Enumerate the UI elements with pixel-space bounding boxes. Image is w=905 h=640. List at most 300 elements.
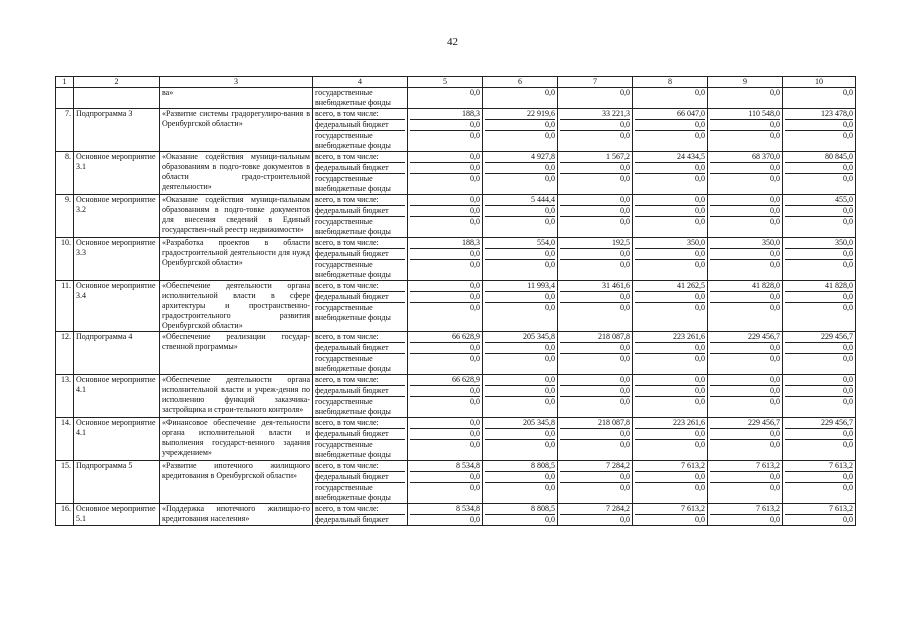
value-cell: 0,0 [410,472,480,483]
value-cell: 0,0 [785,120,853,131]
value-cell: 229 456,7 [785,332,853,343]
value-cell: 0,0 [410,418,480,429]
value-cell: 0,0 [710,292,780,303]
value-column [483,88,558,109]
value-cell: 0,0 [620,354,630,363]
funding-sources [313,109,408,152]
value-cell: 0,0 [620,131,630,140]
value-cell: 0,0 [410,281,480,292]
funding-source: федеральный бюджет [315,120,405,131]
value-cell: 0,0 [620,88,630,97]
value-cell: 0,0 [770,303,780,312]
funding-source: государственные внебюджетные фонды [315,88,391,107]
program-description: «Поддержка ипотечного жилищно-го кредитования населения» [160,504,313,526]
value-cell: 0,0 [560,195,630,206]
value-column [408,375,483,418]
value-cell: 0,0 [770,174,780,183]
value-cell: 0,0 [485,163,555,174]
page-number: 42 [447,36,458,48]
row-number: 9. [56,195,74,238]
value-column [783,109,856,152]
value-cell: 0,0 [785,472,853,483]
funding-source: всего, в том числе: [315,504,405,515]
value-cell: 24 434,5 [635,152,705,163]
value-cell: 0,0 [485,429,555,440]
value-cell: 0,0 [710,429,780,440]
value-cell: 0,0 [770,217,780,226]
value-column [558,375,633,418]
value-column [483,461,558,504]
value-cell: 0,0 [485,120,555,131]
value-cell: 0,0 [545,260,555,269]
value-cell: 0,0 [470,131,480,140]
value-cell: 0,0 [470,303,480,312]
value-cell: 0,0 [843,217,853,226]
value-cell: 0,0 [545,397,555,406]
value-cell: 0,0 [635,249,705,260]
value-cell: 0,0 [785,206,853,217]
funding-source: государственные внебюджетные фонды [315,131,391,150]
value-cell: 0,0 [470,88,480,97]
value-cell: 5 444,4 [485,195,555,206]
value-cell: 0,0 [770,354,780,363]
value-cell: 218 087,8 [560,418,630,429]
value-cell: 68 370,0 [710,152,780,163]
value-cell: 8 808,5 [485,461,555,472]
value-cell: 0,0 [695,303,705,312]
value-column [408,109,483,152]
header-cell: 5 [408,77,483,88]
header-cell: 8 [633,77,708,88]
value-cell: 0,0 [560,429,630,440]
program-name: Подпрограмма 4 [74,332,160,375]
value-column [783,418,856,461]
value-cell: 0,0 [620,515,630,524]
table-row [56,504,856,526]
value-column [633,375,708,418]
row-number [56,88,74,109]
value-cell: 0,0 [770,88,780,97]
value-cell: 0,0 [470,260,480,269]
value-cell: 0,0 [635,206,705,217]
funding-source: государственные внебюджетные фонды [315,354,391,373]
value-cell: 80 845,0 [785,152,853,163]
value-cell: 7 613,2 [785,504,853,515]
value-column [633,238,708,281]
funding-source: государственные внебюджетные фонды [315,174,391,193]
value-cell: 0,0 [470,440,480,449]
budget-table [55,76,856,526]
value-cell: 0,0 [843,440,853,449]
funding-source: всего, в том числе: [315,109,405,120]
value-cell: 0,0 [695,440,705,449]
funding-source: федеральный бюджет [315,386,405,397]
header-cell: 4 [313,77,408,88]
value-cell: 0,0 [545,88,555,97]
value-cell: 0,0 [545,217,555,226]
table-body [56,77,856,526]
funding-source: всего, в том числе: [315,195,405,206]
value-cell: 0,0 [560,386,630,397]
value-column [783,195,856,238]
value-cell: 0,0 [545,131,555,140]
value-cell: 41 828,0 [710,281,780,292]
value-cell: 0,0 [620,217,630,226]
value-cell: 0,0 [635,375,705,386]
value-cell: 0,0 [710,163,780,174]
table-row [56,152,856,195]
program-name: Подпрограмма 3 [74,109,160,152]
funding-source: всего, в том числе: [315,152,405,163]
value-cell: 0,0 [410,249,480,260]
value-cell: 0,0 [695,483,705,492]
value-cell: 41 828,0 [785,281,853,292]
funding-sources [313,88,408,109]
continuation-row [56,88,856,109]
value-cell: 1 567,2 [560,152,630,163]
value-cell: 0,0 [710,472,780,483]
program-description: «Оказание содействия муници-пальным образованиям в подго-товке документов для внесения сведений в Единый государствен-ный реестр недвижимости» [160,195,313,238]
program-description: «Обеспечение деятельности органа исполнительной власти и учреж-дения по исполнению функций заказчика-застройщика и строи-тельного контроля» [160,375,313,418]
program-description: ва» [160,88,313,109]
value-cell: 8 534,8 [410,504,480,515]
funding-source: государственные внебюджетные фонды [315,303,391,322]
value-column [708,375,783,418]
value-cell: 0,0 [485,472,555,483]
value-cell: 0,0 [620,260,630,269]
table-row [56,418,856,461]
program-description: «Финансовое обеспечение дея-тельности органа исполнительной власти и выполнения государст-венного задания учреждением» [160,418,313,461]
value-cell: 455,0 [785,195,853,206]
value-column [558,461,633,504]
table-row [56,375,856,418]
value-column [708,281,783,332]
value-cell: 0,0 [770,260,780,269]
value-cell: 0,0 [545,174,555,183]
value-cell: 0,0 [470,174,480,183]
program-description: «Оказание содействия муници-пальным образованиям в подго-товке документов в области градо-строительной деятельности» [160,152,313,195]
funding-source: федеральный бюджет [315,429,405,440]
value-column [783,281,856,332]
table-row [56,461,856,504]
value-cell: 0,0 [710,386,780,397]
program-name [74,88,160,109]
value-cell: 8 534,8 [410,461,480,472]
value-column [558,418,633,461]
value-column [558,152,633,195]
header-cell: 3 [160,77,313,88]
value-cell: 0,0 [770,397,780,406]
funding-source: всего, в том числе: [315,418,405,429]
value-cell: 0,0 [635,472,705,483]
value-column [408,152,483,195]
value-column [408,504,483,526]
value-column [558,109,633,152]
value-column [483,375,558,418]
value-column [783,375,856,418]
value-cell: 0,0 [843,397,853,406]
value-cell: 0,0 [485,292,555,303]
program-description: «Обеспечение реализации государ-ственной программы» [160,332,313,375]
program-name: Основное мероприятие 5.1 [74,504,160,526]
value-cell: 0,0 [620,397,630,406]
value-cell: 0,0 [695,131,705,140]
funding-source: всего, в том числе: [315,332,405,343]
funding-source: всего, в том числе: [315,281,405,292]
value-cell: 0,0 [560,472,630,483]
value-cell: 554,0 [485,238,555,249]
value-cell: 0,0 [410,195,480,206]
value-cell: 205 345,8 [485,332,555,343]
value-cell: 188,3 [410,238,480,249]
value-column [483,418,558,461]
funding-source: федеральный бюджет [315,343,405,354]
value-cell: 66 628,9 [410,375,480,386]
funding-sources [313,238,408,281]
table-row [56,238,856,281]
value-cell: 0,0 [770,515,780,524]
value-column [558,504,633,526]
value-column [708,504,783,526]
value-cell: 0,0 [410,429,480,440]
value-cell: 0,0 [785,292,853,303]
value-cell: 0,0 [770,440,780,449]
value-column [708,461,783,504]
funding-sources [313,375,408,418]
value-column [483,504,558,526]
program-name: Основное мероприятие 3.3 [74,238,160,281]
value-column [633,504,708,526]
value-cell: 4 927,8 [485,152,555,163]
value-cell: 0,0 [710,249,780,260]
value-cell: 188,3 [410,109,480,120]
table-row [56,281,856,332]
value-cell: 0,0 [560,292,630,303]
row-number: 12. [56,332,74,375]
value-cell: 192,5 [560,238,630,249]
header-cell: 2 [74,77,160,88]
funding-source: государственные внебюджетные фонды [315,397,391,416]
program-description: «Обеспечение деятельности органа исполнительной власти в сфере архитектуры и пространственно-градостроительного развития Оренбургской области» [160,281,313,332]
value-cell: 0,0 [620,440,630,449]
value-column [633,461,708,504]
program-name: Основное мероприятие 4.1 [74,418,160,461]
value-cell: 0,0 [695,515,705,524]
value-column [708,238,783,281]
value-cell: 0,0 [635,163,705,174]
value-cell: 0,0 [770,131,780,140]
value-cell: 0,0 [635,120,705,131]
value-column [783,461,856,504]
value-cell: 66 628,9 [410,332,480,343]
value-column [708,152,783,195]
value-cell: 0,0 [785,343,853,354]
table-row [56,109,856,152]
value-cell: 0,0 [843,131,853,140]
value-column [408,195,483,238]
value-cell: 229 456,7 [710,332,780,343]
value-column [483,332,558,375]
value-cell: 350,0 [785,238,853,249]
value-cell: 0,0 [635,292,705,303]
value-cell: 0,0 [843,515,853,524]
table-row [56,195,856,238]
value-cell: 11 993,4 [485,281,555,292]
value-column [783,332,856,375]
value-column [558,332,633,375]
value-cell: 0,0 [843,354,853,363]
value-column [483,281,558,332]
value-cell: 0,0 [695,217,705,226]
value-cell: 0,0 [410,386,480,397]
funding-sources [313,152,408,195]
value-cell: 0,0 [485,249,555,260]
value-column [708,195,783,238]
funding-sources [313,281,408,332]
value-cell: 41 262,5 [635,281,705,292]
value-cell: 0,0 [410,120,480,131]
value-column [633,332,708,375]
value-cell: 350,0 [710,238,780,249]
value-column [408,418,483,461]
value-cell: 0,0 [695,88,705,97]
funding-sources [313,418,408,461]
value-column [633,418,708,461]
value-cell: 7 284,2 [560,461,630,472]
value-cell: 0,0 [785,429,853,440]
row-number: 14. [56,418,74,461]
value-cell: 0,0 [545,483,555,492]
program-name: Основное мероприятие 3.2 [74,195,160,238]
value-cell: 0,0 [560,163,630,174]
value-cell: 0,0 [635,195,705,206]
value-column [708,88,783,109]
value-column [783,238,856,281]
value-cell: 7 613,2 [785,461,853,472]
value-column [408,281,483,332]
funding-sources [313,504,408,526]
value-cell: 0,0 [710,195,780,206]
header-cell: 1 [56,77,74,88]
value-column [633,109,708,152]
value-cell: 0,0 [620,483,630,492]
row-number: 10. [56,238,74,281]
value-cell: 0,0 [843,174,853,183]
value-column [558,88,633,109]
value-column [708,332,783,375]
value-column [558,195,633,238]
value-cell: 7 613,2 [635,504,705,515]
value-cell: 0,0 [635,429,705,440]
value-column [633,152,708,195]
value-column [408,238,483,281]
funding-sources [313,461,408,504]
value-cell: 0,0 [695,260,705,269]
value-cell: 7 284,2 [560,504,630,515]
value-column [783,88,856,109]
funding-source: государственные внебюджетные фонды [315,217,391,236]
value-cell: 0,0 [470,397,480,406]
funding-source: федеральный бюджет [315,249,405,260]
value-column [483,109,558,152]
value-column [708,418,783,461]
funding-source: государственные внебюджетные фонды [315,483,391,502]
funding-source: федеральный бюджет [315,163,405,174]
value-cell: 7 613,2 [710,461,780,472]
value-cell: 0,0 [410,163,480,174]
value-cell: 0,0 [470,483,480,492]
value-cell: 0,0 [470,354,480,363]
funding-source: федеральный бюджет [315,292,405,303]
value-cell: 218 087,8 [560,332,630,343]
value-cell: 31 461,6 [560,281,630,292]
row-number: 15. [56,461,74,504]
program-description: «Развитие ипотечного жилищного кредитования в Оренбургской области» [160,461,313,504]
row-number: 13. [56,375,74,418]
header-cell: 9 [708,77,783,88]
value-cell: 0,0 [560,120,630,131]
value-column [558,238,633,281]
value-cell: 0,0 [635,386,705,397]
value-cell: 0,0 [710,206,780,217]
funding-source: государственные внебюджетные фонды [315,440,391,459]
funding-source: государственные внебюджетные фонды [315,260,391,279]
program-name: Подпрограмма 5 [74,461,160,504]
value-column [408,88,483,109]
value-column [633,195,708,238]
value-cell: 0,0 [470,217,480,226]
value-cell: 0,0 [560,249,630,260]
value-cell: 0,0 [620,303,630,312]
value-cell: 0,0 [545,303,555,312]
value-cell: 229 456,7 [710,418,780,429]
value-cell: 0,0 [545,354,555,363]
value-cell: 205 345,8 [485,418,555,429]
value-cell: 0,0 [843,88,853,97]
program-name: Основное мероприятие 3.1 [74,152,160,195]
value-cell: 223 261,6 [635,418,705,429]
value-cell: 0,0 [485,206,555,217]
funding-source: всего, в том числе: [315,461,405,472]
value-cell: 229 456,7 [785,418,853,429]
value-column [783,504,856,526]
value-column [783,152,856,195]
value-cell: 0,0 [545,515,555,524]
table-row [56,332,856,375]
value-cell: 0,0 [470,515,480,524]
value-cell: 0,0 [695,397,705,406]
value-cell: 123 478,0 [785,109,853,120]
value-cell: 0,0 [635,343,705,354]
funding-source: всего, в том числе: [315,238,405,249]
row-number: 8. [56,152,74,195]
value-cell: 8 808,5 [485,504,555,515]
value-cell: 7 613,2 [710,504,780,515]
header-cell: 7 [558,77,633,88]
value-cell: 22 919,6 [485,109,555,120]
value-cell: 0,0 [843,303,853,312]
value-cell: 0,0 [545,440,555,449]
value-column [633,281,708,332]
value-cell: 0,0 [560,343,630,354]
value-cell: 0,0 [485,386,555,397]
value-cell: 0,0 [843,483,853,492]
value-cell: 0,0 [785,386,853,397]
funding-source: федеральный бюджет [315,515,389,524]
value-cell: 0,0 [770,483,780,492]
program-description: «Разработка проектов в области градостроительной деятельности для нужд Оренбургской области» [160,238,313,281]
value-cell: 0,0 [410,343,480,354]
